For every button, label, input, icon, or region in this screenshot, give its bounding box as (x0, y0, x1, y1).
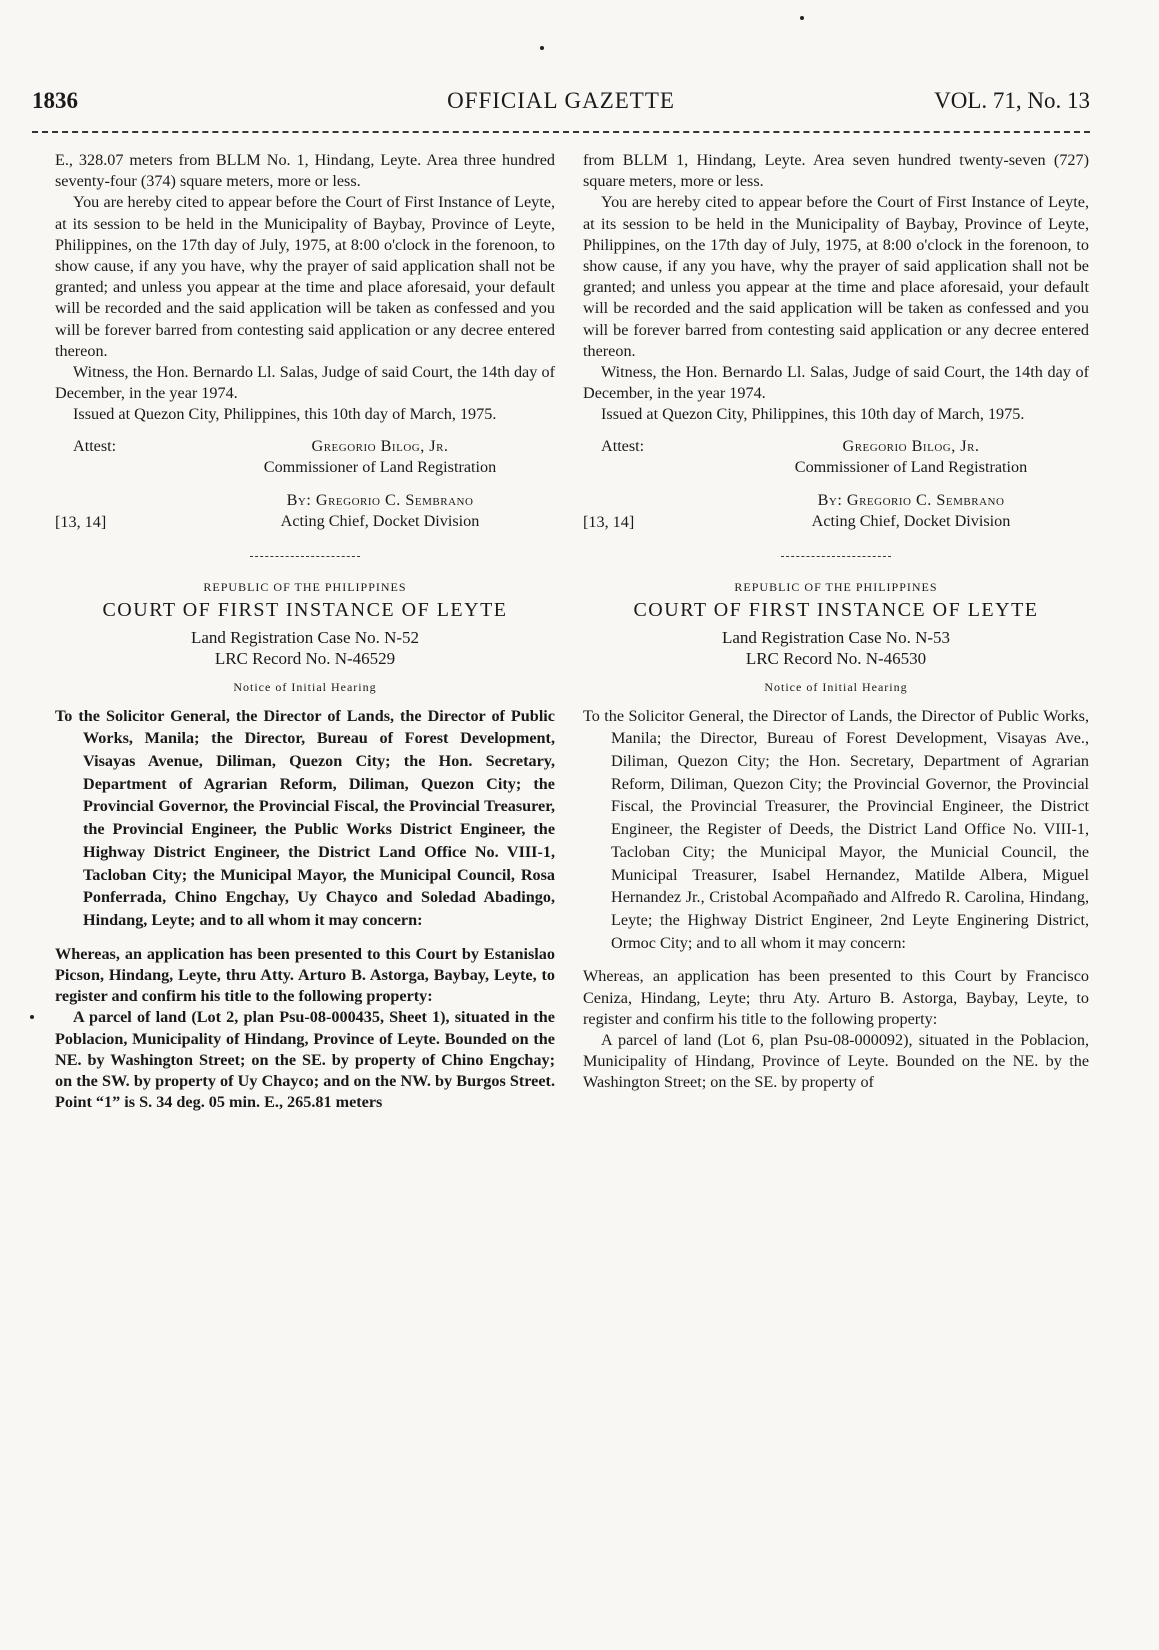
section-separator (250, 556, 360, 557)
commissioner-name: Gregorio Bilog, Jr. (842, 436, 980, 455)
page-header (32, 88, 1090, 128)
witness-paragraph: Witness, the Hon. Bernardo Ll. Salas, Judge of said Court, the 14th day of December, in the year 1974. (583, 363, 1089, 403)
citation-paragraph: You are hereby cited to appear before the Court of First Instance of Leyte, at its session to be held in the Municipality of Baybay, Province of Leyte, Philippines, on the 17th day of July, 1975, at 8:00 o'clock in the forenoon, to show cause, if any you have, why the prayer of said application shall not be granted; and unless you appear at the time and place aforesaid, your default will be recorded and the said application will be taken as confessed and you will be forever barred from contesting said application or any decree entered thereon. (55, 193, 555, 360)
witness-paragraph: Witness, the Hon. Bernardo Ll. Salas, Judge of said Court, the 14th day of December, in the year 1974. (55, 363, 555, 403)
issue-reference: [13, 14] (583, 512, 635, 531)
attest-block (583, 436, 1089, 490)
signatory-block (583, 490, 1089, 534)
whereas-paragraph: Whereas, an application has been presented to this Court by Estanislao Picson, Hindang, Leyte, thru Atty. Arturo B. Astorga, Baybay, Leyte, to register and confirm his title to the following property: (55, 944, 555, 1006)
section-separator (781, 556, 891, 557)
notice-heading: Notice of Initial Hearing (764, 680, 908, 695)
page-number: 1836 (32, 88, 78, 113)
case-number: Land Registration Case No. N-52 (190, 628, 420, 648)
court-heading: COURT OF FIRST INSTANCE OF LEYTE (633, 598, 1039, 621)
attest-label: Attest: (601, 436, 645, 455)
republic-heading: REPUBLIC OF THE PHILIPPINES (203, 579, 407, 594)
whereas-paragraph: Whereas, an application has been presented to this Court by Francisco Ceniza, Hindang, Leyte; thru Aty. Arturo B. Astorga, Baybay, Leyte, to register and confirm his title to the following property: (583, 967, 1089, 1028)
addressees: To the Solicitor General, the Director of Lands, the Director of Public Works, Manila; the Director, Bureau of Forest Development, Visayas Ave., Diliman, Quezon City; the Hon. Secretary, Department of Agrarian Reform, Diliman, Quezon City; the Provincial Governor, the Provincial Fiscal, the Provincial Treasurer, the Provincial Engineer, the District Engineer, the Register of Deeds, the District Land Office No. VIII-1, Tacloban City; the Municipal Mayor, the Municial Council, the Municipal Treasurer, Isabel Hernandez, Matilde Albera, Miguel Hernandez Jr., Cristobal Acompañado and Alfredo R. Carolina, Hindang, Leyte; the Highway District Engineer, 2nd Leyte Enginering District, Ormoc City; and to all whom it may concern: (583, 706, 1089, 952)
lrc-record-number: LRC Record No. N-46529 (214, 649, 396, 669)
speck (540, 46, 544, 50)
speck (800, 16, 804, 20)
notice-continuation: from BLLM 1, Hindang, Leyte. Area seven hundred twenty-seven (727) square meters, more or less. (583, 151, 1089, 191)
issued-paragraph: Issued at Quezon City, Philippines, this 10th day of March, 1975. (601, 405, 1025, 424)
parcel-description: A parcel of land (Lot 2, plan Psu-08-000435, Sheet 1), situated in the Poblacion, Municipality of Hindang, Province of Leyte. Bounded on the NE. by Washington Street; on the SE. by property of Chino Engchay; on the SW. by property of Uy Chayco; and on the NW. by Burgos Street. Point “1” is S. 34 deg. 05 min. E., 265.81 meters (55, 1008, 555, 1112)
left-column (55, 150, 555, 1113)
addressees: To the Solicitor General, the Director of Lands, the Director of Public Works, Manila; the Director, Bureau of Forest Development, Visayas Avenue, Diliman, Quezon City; the Hon. Secretary, Department of Agrarian Reform, Diliman, Quezon City; the Provincial Governor, the Provincial Fiscal, the Provincial Treasurer, the Provincial Engineer, the Public Works District Engineer, the Highway District Engineer, the District Land Office No. VIII-1, Tacloban City; the Municipal Mayor, the Municipal Council, Rosa Ponferrada, Chino Engchay, Uy Chayco and Soledad Abadingo, Hindang, Leyte; and to all whom it may concern: (55, 706, 555, 929)
signatory-title: Acting Chief, Docket Division (811, 511, 1011, 530)
signatory-name: By: Gregorio C. Sembrano (286, 490, 474, 509)
lrc-record-number: LRC Record No. N-46530 (745, 649, 927, 669)
issued-paragraph: Issued at Quezon City, Philippines, this 10th day of March, 1975. (73, 405, 497, 424)
right-column (583, 150, 1089, 1094)
volume-number: VOL. 71, No. 13 (934, 88, 1090, 113)
parcel-description: A parcel of land (Lot 6, plan Psu-08-000092), situated in the Poblacion, Municipality of Hindang, Province of Leyte. Bounded on the NE. by the Washington Street; on the SE. by property of (583, 1031, 1089, 1092)
citation-paragraph: You are hereby cited to appear before the Court of First Instance of Leyte, at its session to be held in the Municipality of Baybay, Province of Leyte, Philippines, on the 17th day of July, 1975, at 8:00 o'clock in the forenoon, to show cause, if any you have, why the prayer of said application shall not be granted; and unless you appear at the time and place aforesaid, your default will be recorded and the said application will be taken as confessed and you will be forever barred from contesting said application or any decree entered thereon. (583, 193, 1089, 360)
commissioner-title: Commissioner of Land Registration (794, 457, 1028, 476)
header-rule (32, 131, 1090, 133)
notice-heading: Notice of Initial Hearing (233, 680, 377, 695)
speck (30, 1015, 34, 1019)
signatory-name: By: Gregorio C. Sembrano (817, 490, 1005, 509)
attest-block (55, 436, 555, 490)
commissioner-title: Commissioner of Land Registration (263, 457, 497, 476)
signatory-title: Acting Chief, Docket Division (280, 511, 480, 530)
issue-reference: [13, 14] (55, 512, 107, 531)
republic-heading: REPUBLIC OF THE PHILIPPINES (734, 579, 938, 594)
case-number: Land Registration Case No. N-53 (721, 628, 951, 648)
notice-continuation: E., 328.07 meters from BLLM No. 1, Hindang, Leyte. Area three hundred seventy-four (374) square meters, more or less. (55, 151, 555, 191)
court-heading: COURT OF FIRST INSTANCE OF LEYTE (102, 598, 508, 621)
attest-label: Attest: (73, 436, 117, 455)
commissioner-name: Gregorio Bilog, Jr. (311, 436, 449, 455)
publication-title: OFFICIAL GAZETTE (447, 88, 675, 113)
signatory-block (55, 490, 555, 534)
